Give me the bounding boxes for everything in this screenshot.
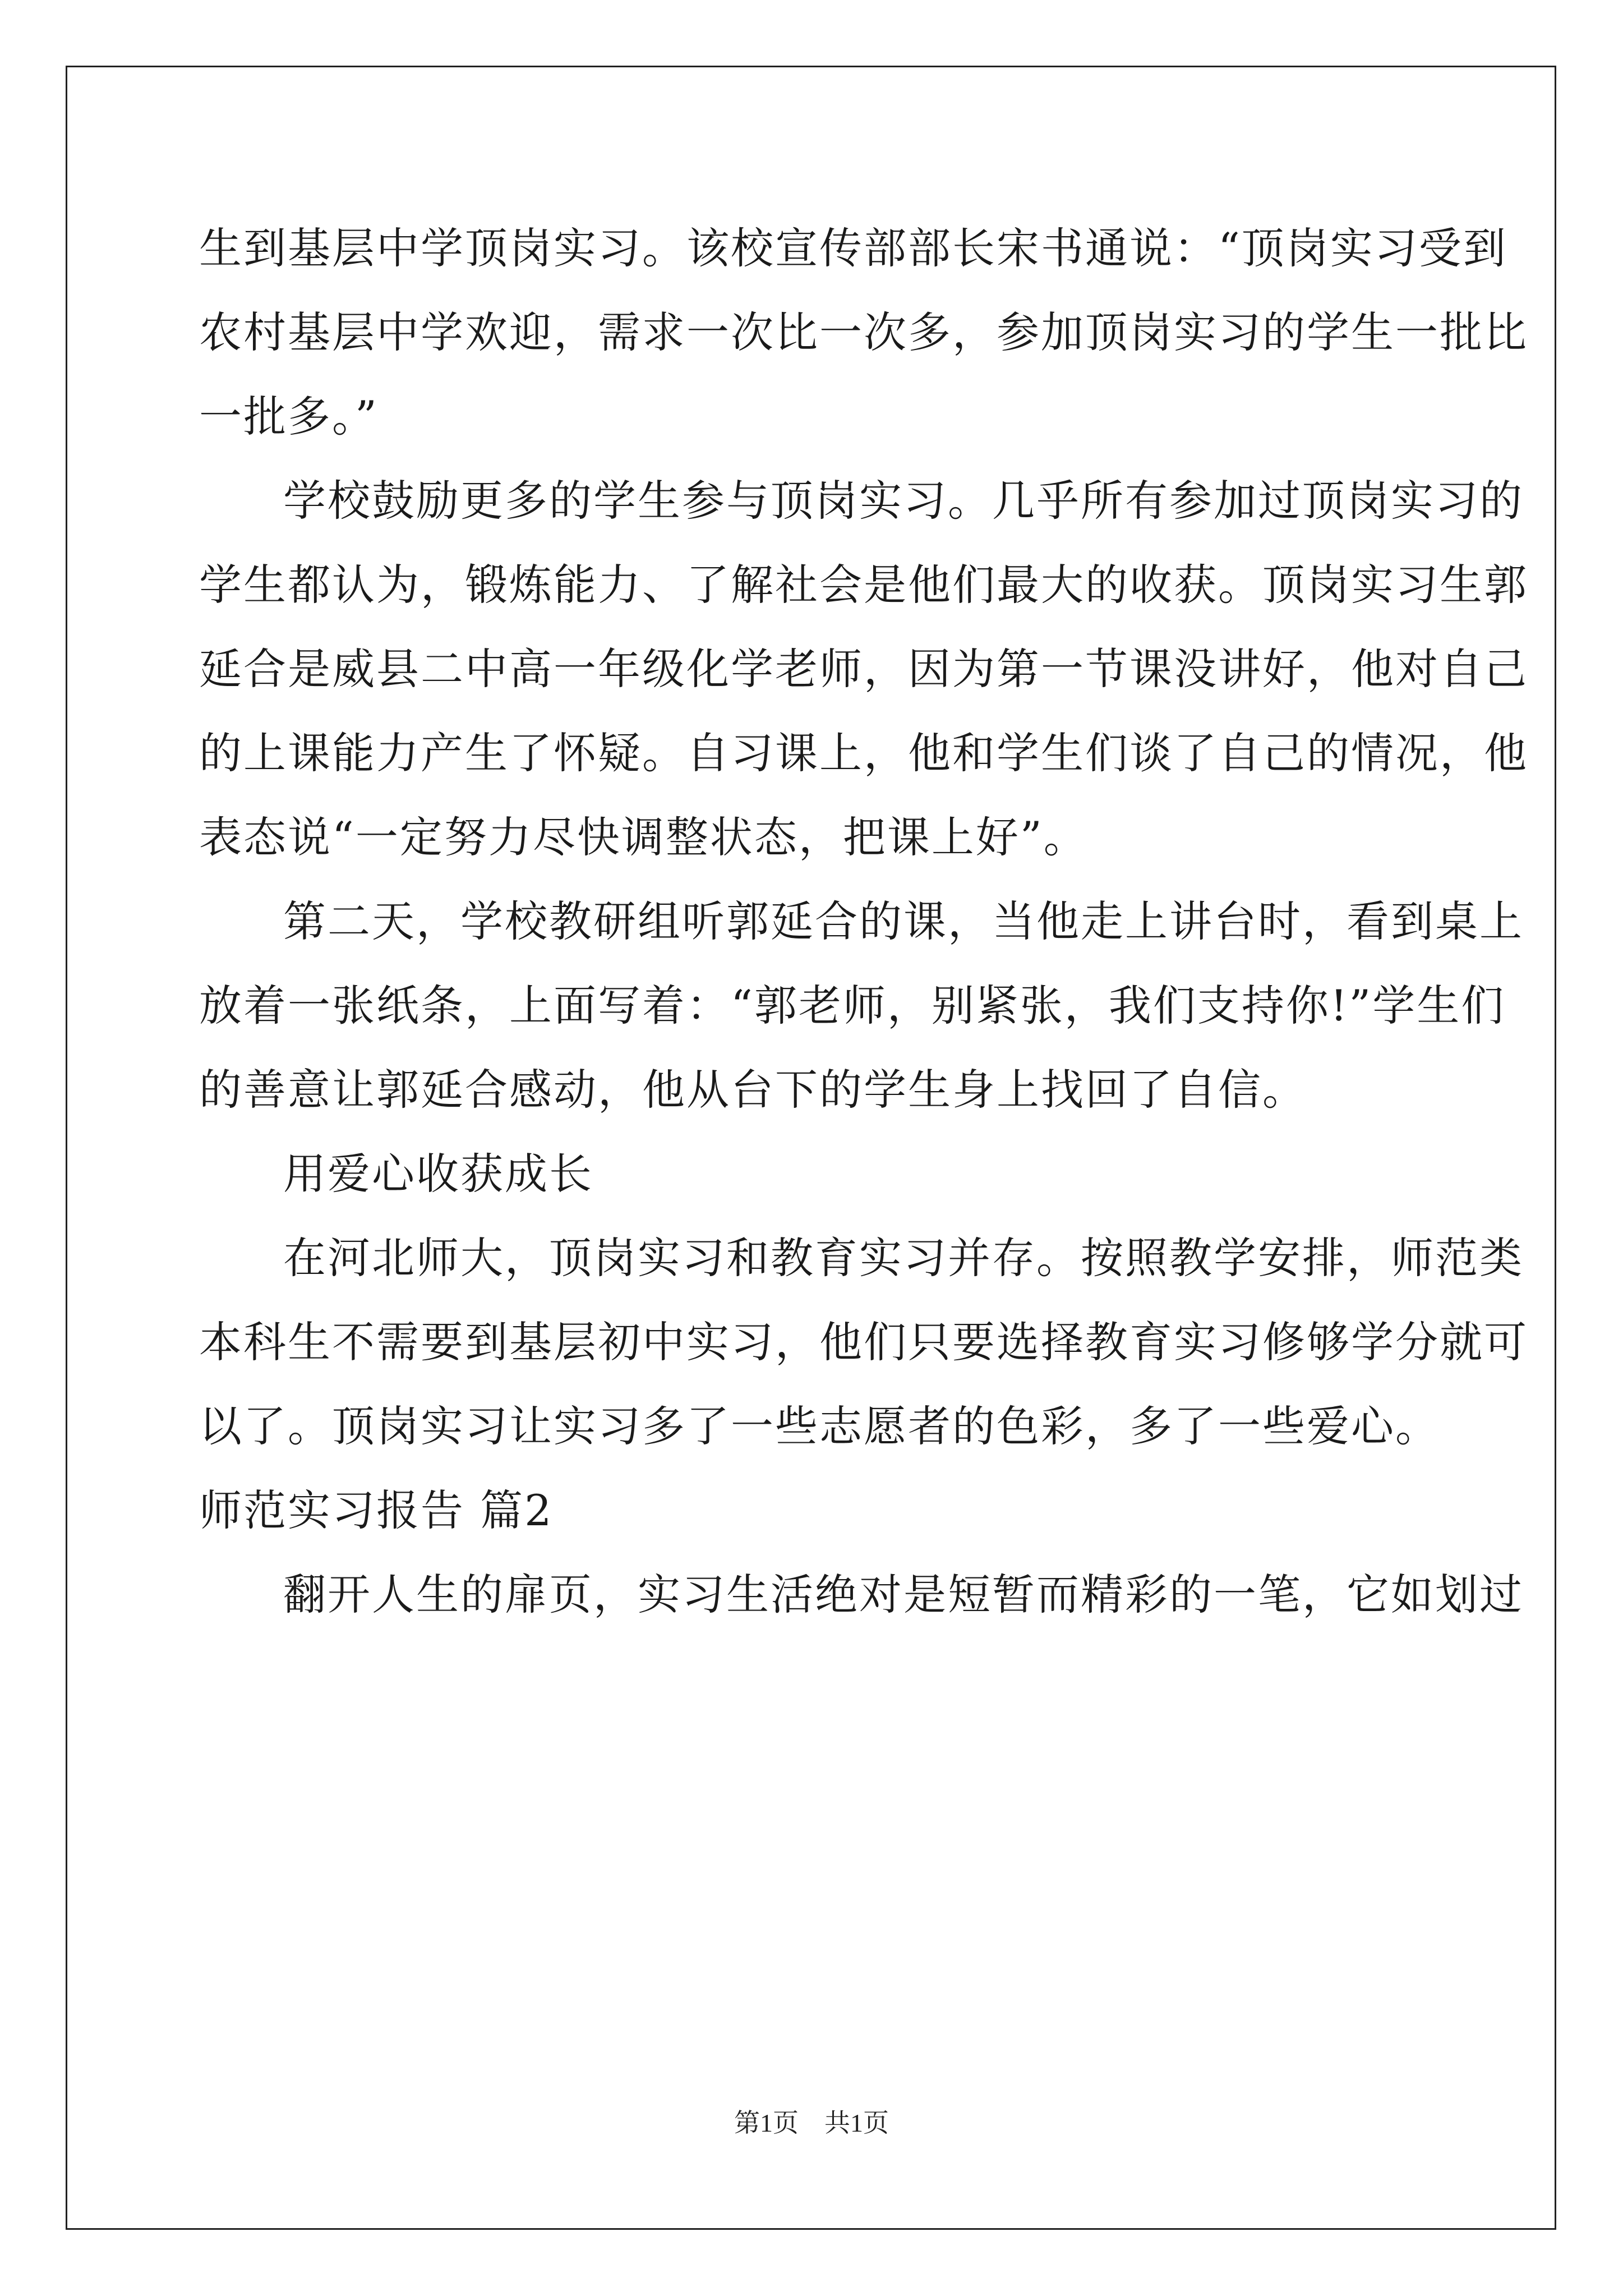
paragraph-line: 延合是威县二中高一年级化学老师，因为第一节课没讲好，他对自己: [199, 644, 1528, 694]
paragraph-line: 以了。顶岗实习让实习多了一些志愿者的色彩，多了一些爱心。: [199, 1401, 1440, 1451]
paragraph-line: 放着一张纸条，上面写着：“郭老师，别紧张，我们支持你!”学生们: [199, 981, 1506, 1030]
paragraph-line: 的上课能力产生了怀疑。自习课上，他和学生们谈了自己的情况，他: [199, 728, 1528, 778]
paragraph-line: 在河北师大，顶岗实习和教育实习并存。按照教学安排，师范类: [283, 1233, 1524, 1283]
article-title: 师范实习报告 篇2: [199, 1485, 554, 1535]
paragraph-line: 第二天，学校教研组听郭延合的课，当他走上讲台时，看到桌上: [283, 896, 1524, 946]
paragraph-line: 生到基层中学顶岗实习。该校宣传部部长宋书通说：“顶岗实习受到: [199, 223, 1507, 273]
paragraph-line: 本科生不需要到基层初中实习，他们只要选择教育实习修够学分就可: [199, 1317, 1528, 1367]
paragraph-line: 农村基层中学欢迎，需求一次比一次多，参加顶岗实习的学生一批比: [199, 307, 1528, 357]
section-heading: 用爱心收获成长: [283, 1149, 593, 1199]
paragraph-line: 表态说“一定努力尽快调整状态，把课上好”。: [199, 812, 1088, 862]
paragraph-line: 一批多。”: [199, 392, 379, 441]
paragraph-line: 学校鼓励更多的学生参与顶岗实习。几乎所有参加过顶岗实习的: [283, 476, 1524, 526]
paragraph-line: 的善意让郭延合感动，他从台下的学生身上找回了自信。: [199, 1065, 1307, 1115]
paragraph-line: 学生都认为，锻炼能力、了解社会是他们最大的收获。顶岗实习生郭: [199, 560, 1528, 610]
page-number-footer: 第1页 共1页: [734, 2109, 889, 2137]
paragraph-line: 翻开人生的扉页，实习生活绝对是短暂而精彩的一笔，它如划过: [283, 1570, 1524, 1619]
